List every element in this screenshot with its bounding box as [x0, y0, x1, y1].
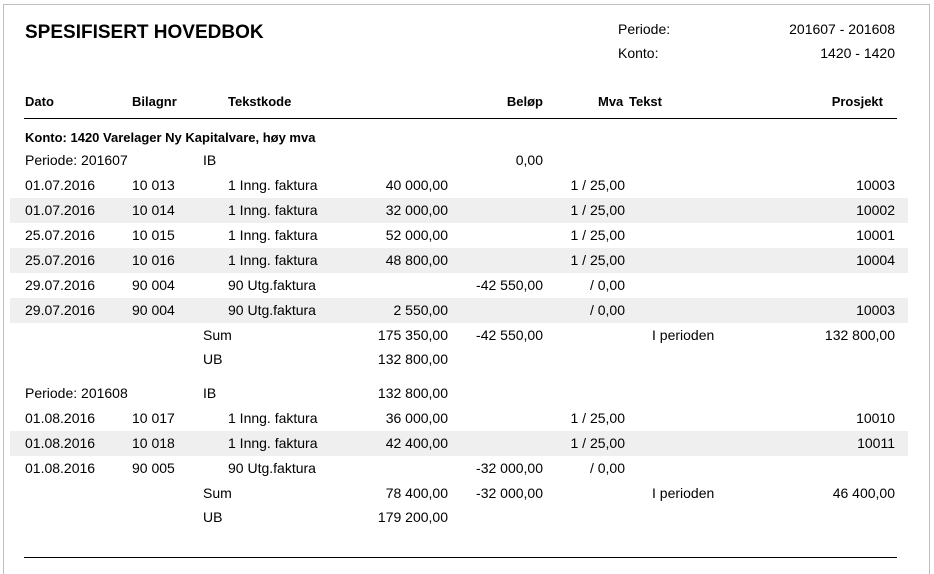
cell-tekstkode: IB	[203, 385, 217, 401]
cell-debet: 179 200,00	[377, 509, 448, 525]
cell-bilagnr: 10 017	[132, 410, 175, 426]
cell-prosjekt: 10002	[856, 202, 895, 218]
cell-prosjekt: 10011	[857, 435, 895, 451]
cell-tekstkode: IB	[203, 152, 217, 168]
column-header-tekstkode: Tekstkode	[228, 94, 292, 109]
cell-debet: 36 000,00	[385, 410, 448, 426]
table-row	[10, 456, 908, 481]
cell-tekstkode: Sum	[203, 327, 232, 343]
report-title: SPESIFISERT HOVEDBOK	[25, 22, 264, 43]
cell-kredit: 0,00	[515, 152, 543, 168]
column-header-tekst: Tekst	[629, 94, 662, 109]
cell-kredit: -32 000,00	[476, 485, 543, 501]
table-row	[10, 381, 908, 406]
cell-mva: 1 / 25,00	[570, 177, 625, 193]
cell-debet: 175 350,00	[377, 327, 448, 343]
column-header-belop: Beløp	[506, 94, 543, 109]
cell-mva: 1 / 25,00	[570, 227, 625, 243]
cell-bilagnr: 10 013	[132, 177, 175, 193]
cell-mva: / 0,00	[589, 277, 625, 293]
footer-divider	[24, 557, 897, 558]
cell-tekstkode: 90 Utg.faktura	[228, 302, 316, 318]
cell-bilagnr: 90 005	[132, 460, 175, 476]
cell-debet: 78 400,00	[385, 485, 448, 501]
cell-tekstkode: 1 Inng. faktura	[228, 227, 318, 243]
cell-debet: 52 000,00	[385, 227, 448, 243]
cell-debet: 132 800,00	[377, 385, 448, 401]
cell-dato: Periode: 201607	[25, 152, 128, 168]
cell-dato: 01.07.2016	[25, 177, 96, 193]
cell-tekstkode: 1 Inng. faktura	[228, 202, 318, 218]
cell-tekst: I perioden	[652, 327, 715, 343]
cell-prosjekt: 10001	[856, 227, 895, 243]
cell-kredit: -42 550,00	[476, 277, 543, 293]
table-row	[10, 431, 908, 456]
cell-dato: 01.08.2016	[25, 410, 96, 426]
cell-debet: 42 400,00	[385, 435, 448, 451]
cell-prosjekt: 10004	[856, 252, 895, 268]
cell-tekstkode: 1 Inng. faktura	[228, 177, 318, 193]
table-row	[10, 248, 908, 273]
konto-heading: Konto: 1420 Varelager Ny Kapitalvare, høy mva	[25, 130, 316, 145]
cell-tekstkode: UB	[203, 351, 223, 367]
cell-kredit: -42 550,00	[476, 327, 543, 343]
cell-mva: 1 / 25,00	[570, 252, 625, 268]
cell-debet: 32 000,00	[385, 202, 448, 218]
table-row	[10, 298, 908, 323]
cell-debet: 2 550,00	[393, 302, 448, 318]
table-row	[10, 148, 908, 173]
cell-tekstkode: 1 Inng. faktura	[228, 252, 318, 268]
cell-dato: 29.07.2016	[25, 277, 96, 293]
cell-tekstkode: 90 Utg.faktura	[228, 277, 316, 293]
table-row	[10, 406, 908, 431]
cell-prosjekt: 46 400,00	[832, 485, 895, 501]
cell-bilagnr: 90 004	[132, 277, 175, 293]
cell-prosjekt: 10010	[856, 410, 895, 426]
cell-debet: 40 000,00	[385, 177, 448, 193]
cell-prosjekt: 10003	[856, 302, 895, 318]
cell-tekst: I perioden	[652, 485, 715, 501]
cell-bilagnr: 10 018	[132, 435, 175, 451]
header-divider	[24, 118, 897, 119]
cell-mva: 1 / 25,00	[570, 410, 625, 426]
cell-mva: / 0,00	[589, 460, 625, 476]
periode-label: Periode:	[618, 21, 671, 37]
table-row	[10, 323, 908, 348]
cell-dato: 25.07.2016	[25, 252, 96, 268]
cell-debet: 48 800,00	[385, 252, 448, 268]
column-header-dato: Dato	[25, 94, 54, 109]
cell-tekstkode: 1 Inng. faktura	[228, 410, 318, 426]
cell-bilagnr: 90 004	[132, 302, 175, 318]
cell-prosjekt: 132 800,00	[824, 327, 895, 343]
table-row	[10, 173, 908, 198]
cell-mva: 1 / 25,00	[570, 202, 625, 218]
cell-dato: 01.07.2016	[25, 202, 96, 218]
cell-kredit: -32 000,00	[476, 460, 543, 476]
cell-dato: 25.07.2016	[25, 227, 96, 243]
cell-bilagnr: 10 015	[132, 227, 175, 243]
column-header-prosjekt: Prosjekt	[831, 94, 883, 109]
cell-bilagnr: 10 016	[132, 252, 175, 268]
table-row	[10, 481, 908, 506]
table-row	[10, 273, 908, 298]
periode-value: 201607 - 201608	[789, 21, 895, 37]
cell-bilagnr: 10 014	[132, 202, 175, 218]
cell-dato: 01.08.2016	[25, 460, 96, 476]
cell-tekstkode: UB	[203, 509, 223, 525]
table-row	[10, 505, 908, 530]
column-header-bilagnr: Bilagnr	[132, 94, 177, 109]
konto-value: 1420 - 1420	[820, 45, 895, 61]
cell-prosjekt: 10003	[856, 177, 895, 193]
cell-dato: 01.08.2016	[25, 435, 96, 451]
cell-debet: 132 800,00	[377, 351, 448, 367]
cell-mva: 1 / 25,00	[570, 435, 625, 451]
konto-label: Konto:	[618, 45, 659, 61]
cell-dato: 29.07.2016	[25, 302, 96, 318]
column-header-mva: Mva	[598, 94, 624, 109]
cell-dato: Periode: 201608	[25, 385, 128, 401]
table-row	[10, 198, 908, 223]
cell-tekstkode: 90 Utg.faktura	[228, 460, 316, 476]
table-row	[10, 223, 908, 248]
table-row	[10, 347, 908, 372]
cell-tekstkode: Sum	[203, 485, 232, 501]
cell-tekstkode: 1 Inng. faktura	[228, 435, 318, 451]
cell-mva: / 0,00	[589, 302, 625, 318]
